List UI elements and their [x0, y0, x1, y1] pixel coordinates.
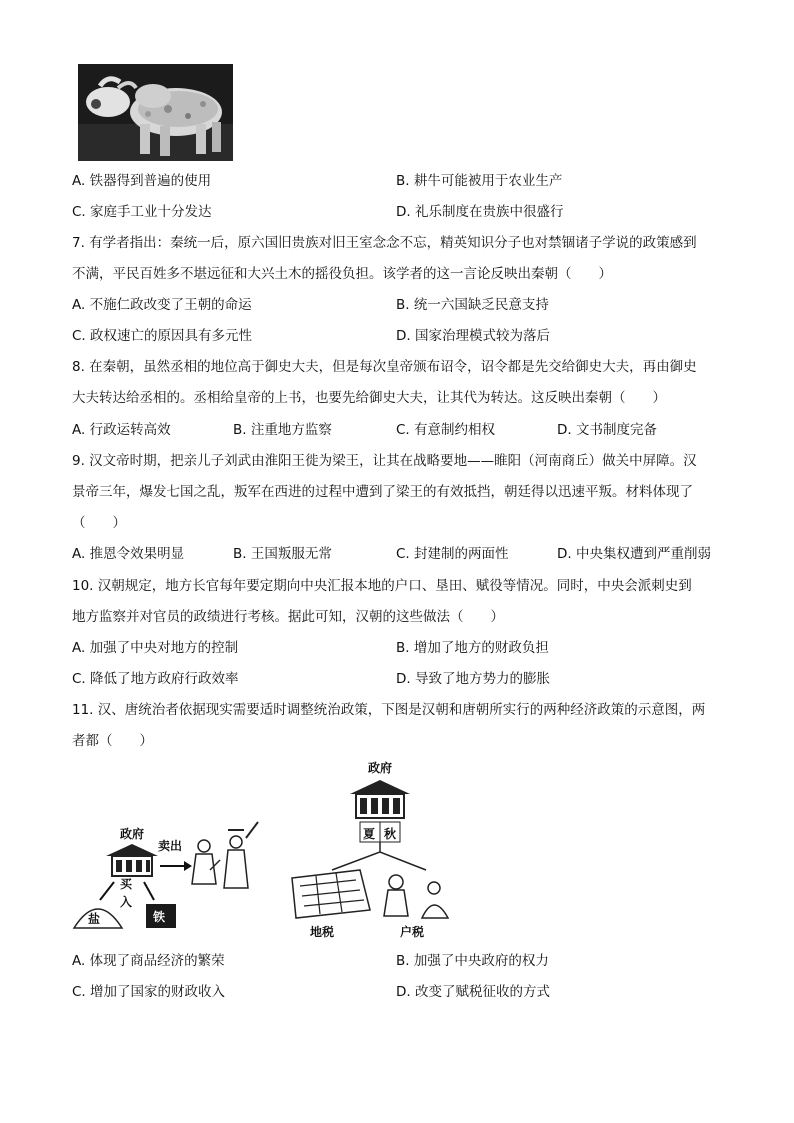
- farmland-icon: [292, 870, 370, 918]
- q11-option-d: D. 改变了赋税征收的方式: [396, 984, 550, 1000]
- left-gov-building-icon: [106, 844, 158, 876]
- q7-stem-line1: 7. 有学者指出：秦统一后，原六国旧贵族对旧王室念念不忘，精英知识分子也对禁锢诸子学说的政策感到: [72, 235, 697, 251]
- q7-option-d: D. 国家治理模式较为落后: [396, 328, 550, 344]
- q10-stem-line2: 地方监察并对官员的政绩进行考核。据此可知，汉朝的这些做法（ ）: [72, 609, 504, 625]
- household-people-icon: [384, 875, 448, 918]
- salt-arrow: [100, 882, 114, 900]
- q7-option-a: A. 不施仁政改变了王朝的命运: [72, 297, 252, 313]
- q10-option-a: A. 加强了中央对地方的控制: [72, 640, 239, 656]
- right-gov-label: 政府: [368, 761, 393, 775]
- economic-policy-diagram: [70, 760, 470, 942]
- q10-option-b: B. 增加了地方的财政负担: [396, 640, 549, 656]
- q6-option-d: D. 礼乐制度在贵族中很盛行: [396, 204, 564, 220]
- q7-stem-line2: 不满，平民百姓多不堪远征和大兴土木的摇役负担。该学者的这一言论反映出秦朝（ ）: [72, 266, 612, 282]
- iron-label: 铁: [153, 910, 166, 924]
- ox-figure: [78, 64, 233, 161]
- q9-option-c: C. 封建制的两面性: [396, 546, 509, 562]
- q8-option-a: A. 行政运转高效: [72, 422, 171, 438]
- left-diagram-salt-iron: [74, 822, 258, 928]
- q8-stem-line1: 8. 在秦朝，虽然丞相的地位高于御史大夫，但是每次皇帝颁布诏令，诏令都是先交给御史大夫，再由御史: [72, 359, 697, 375]
- household-tax-label: 户税: [400, 925, 425, 939]
- q9-option-b: B. 王国叛服无常: [233, 546, 332, 562]
- tax-branch-lines: [332, 842, 426, 870]
- right-gov-building-icon: [350, 780, 410, 818]
- q10-option-d: D. 导致了地方势力的膨胀: [396, 671, 550, 687]
- merchant-people-icon: [192, 822, 258, 888]
- q6-option-c: C. 家庭手工业十分发达: [72, 204, 212, 220]
- iron-arrow: [144, 882, 154, 900]
- q11-option-a: A. 体现了商品经济的繁荣: [72, 953, 225, 969]
- right-diagram-two-tax: [292, 760, 448, 939]
- sell-arrowhead-icon: [184, 861, 192, 871]
- q9-option-a: A. 推恩令效果明显: [72, 546, 185, 562]
- q7-option-c: C. 政权速亡的原因具有多元性: [72, 328, 253, 344]
- autumn-label: 秋: [384, 827, 397, 841]
- q10-option-c: C. 降低了地方政府行政效率: [72, 671, 239, 687]
- land-tax-label: 地税: [310, 925, 335, 939]
- q8-stem-line2: 大夫转达给丞相的。丞相给皇帝的上书，也要先给御史大夫，让其代为转达。这反映出秦朝（ ）: [72, 390, 666, 406]
- left-buy-label-2: 入: [120, 895, 133, 909]
- q9-option-d: D. 中央集权遭到严重削弱: [557, 546, 711, 562]
- q10-stem-line1: 10. 汉朝规定，地方长官每年要定期向中央汇报本地的户口、垦田、赋役等情况。同时，中央会派刺史到: [72, 578, 692, 594]
- q9-stem-line3: （ ）: [72, 515, 126, 531]
- q6-option-a: A. 铁器得到普遍的使用: [72, 173, 212, 189]
- salt-label: 盐: [88, 912, 101, 926]
- q7-option-b: B. 统一六国缺乏民意支持: [396, 297, 549, 313]
- q11-option-b: B. 加强了中央政府的权力: [396, 953, 549, 969]
- q6-option-b: B. 耕牛可能被用于农业生产: [396, 173, 563, 189]
- q8-option-b: B. 注重地方监察: [233, 422, 332, 438]
- left-gov-label: 政府: [120, 827, 145, 841]
- summer-label: 夏: [363, 827, 376, 841]
- q11-stem-line1: 11. 汉、唐统治者依据现实需要适时调整统治政策，下图是汉朝和唐朝所实行的两种经济政策的示意图，两: [72, 702, 706, 718]
- q11-stem-line2: 者都（ ）: [72, 733, 153, 749]
- ox-image: [78, 64, 233, 161]
- left-buy-label-1: 买: [120, 877, 133, 891]
- q9-stem-line2: 景帝三年，爆发七国之乱，叛军在西进的过程中遭到了梁王的有效抵挡，朝廷得以迅速平叛。材料体现了: [72, 484, 693, 500]
- left-sell-label: 卖出: [158, 839, 183, 853]
- q8-option-d: D. 文书制度完备: [557, 422, 657, 438]
- q8-option-c: C. 有意制约相权: [396, 422, 496, 438]
- q11-option-c: C. 增加了国家的财政收入: [72, 984, 226, 1000]
- q9-stem-line1: 9. 汉文帝时期，把亲儿子刘武由淮阳王徙为梁王，让其在战略要地——睢阳（河南商丘）做关中屏障。汉: [72, 453, 697, 469]
